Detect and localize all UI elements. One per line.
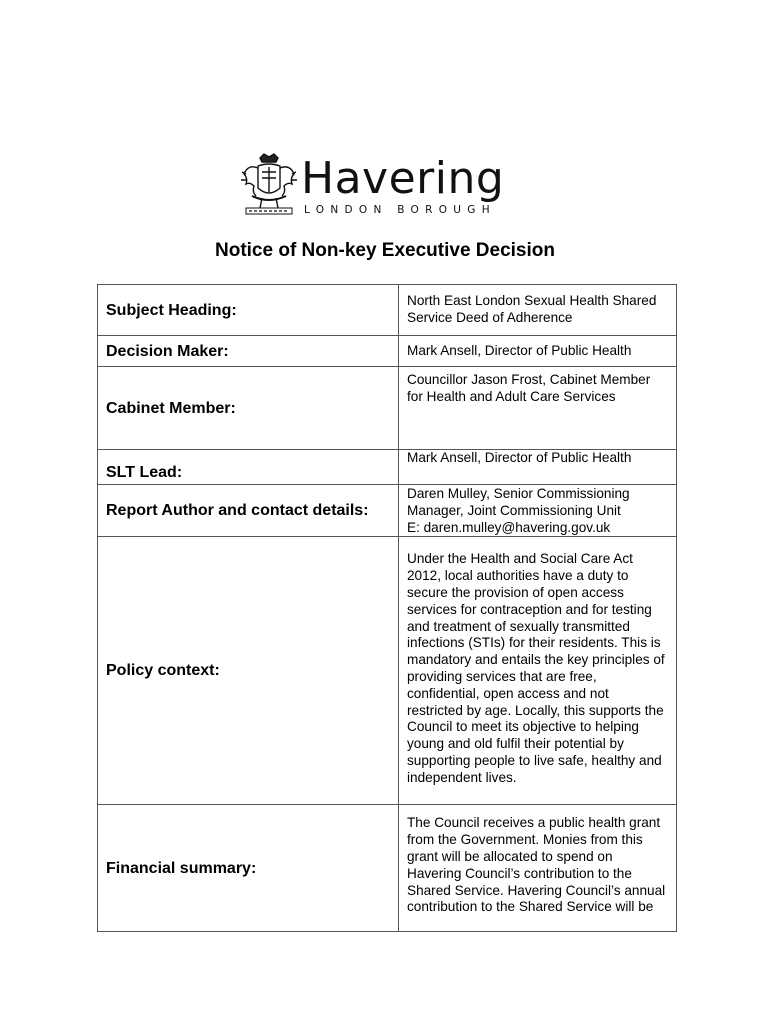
decision-table	[97, 284, 677, 932]
havering-logo	[240, 152, 525, 222]
row-value	[399, 485, 677, 537]
financial-summary-text: The Council receives a public health grant from the Government. Monies from this grant will be allocated to spend on Havering Council’s contribution to the Shared Service. Havering Council’s annual contribution to the Shared Service will be	[407, 815, 666, 915]
table-row	[98, 537, 677, 805]
table-row	[98, 285, 677, 336]
table-row	[98, 485, 677, 537]
logo-wordmark: Havering	[301, 153, 505, 204]
row-label: Decision Maker:	[98, 336, 399, 367]
row-value: Councillor Jason Frost, Cabinet Member for Health and Adult Care Services	[399, 367, 677, 450]
author-details: Daren Mulley, Senior Commissioning Manager, Joint Commissioning Unit	[407, 486, 630, 518]
row-value	[399, 805, 677, 932]
row-label: Financial summary:	[98, 805, 399, 932]
table-row	[98, 450, 677, 485]
row-label: SLT Lead:	[98, 450, 399, 485]
author-email: E: daren.mulley@havering.gov.uk	[407, 519, 611, 535]
row-label: Report Author and contact details:	[98, 485, 399, 537]
row-value: Mark Ansell, Director of Public Health	[399, 450, 677, 485]
row-label: Cabinet Member:	[98, 367, 399, 450]
crest-icon	[240, 152, 298, 218]
row-label: Policy context:	[98, 537, 399, 805]
table-row	[98, 805, 677, 932]
table-row	[98, 336, 677, 367]
logo-subtitle: LONDON BOROUGH	[304, 204, 496, 216]
row-value: North East London Sexual Health Shared Service Deed of Adherence	[399, 285, 677, 336]
table-row	[98, 367, 677, 450]
row-value: Under the Health and Social Care Act 2012, local authorities have a duty to secure the provision of open access services for contraception and for testing and treatment of sexually transmitted infections (STIs) for their residents. This is mandatory and entails the key principles of providing services that are free, confidential, open access and not restricted by age. Locally, this supports the Council to meet its objective to helping young and old fulfil their potential by supporting people to live safe, healthy and independent lives.	[399, 537, 677, 805]
page-title: Notice of Non-key Executive Decision	[215, 240, 555, 261]
row-label: Subject Heading:	[98, 285, 399, 336]
row-value: Mark Ansell, Director of Public Health	[399, 336, 677, 367]
